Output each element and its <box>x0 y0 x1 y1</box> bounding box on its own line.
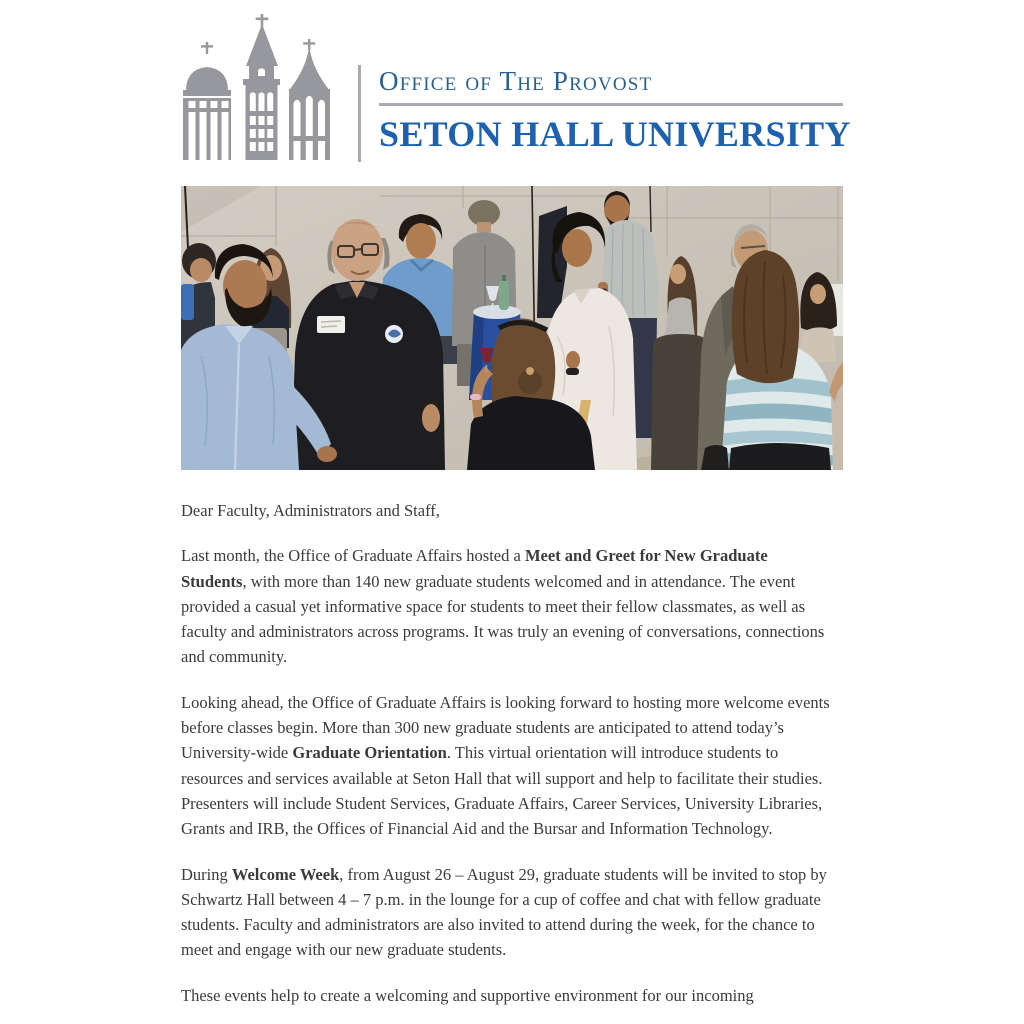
masthead <box>181 14 851 162</box>
body-paragraph: Looking ahead, the Office of Graduate Affairs is looking forward to hosting more welcome events before classes begin. More than 300 new graduate students are anticipated to attend today’s University-wide Graduate Orientation. This virtual orientation will introduce students to resources and services available at Seton Hall that will support and help to facilitate their studies. Presenters will include Student Services, Graduate Affairs, Career Services, University Libraries, Grants and IRB, the Offices of Financial Aid and the Bursar and Information Technology. <box>181 692 830 839</box>
logo-wordmarks <box>379 66 851 154</box>
email-page <box>181 0 851 1008</box>
event-photo <box>181 186 843 470</box>
logo-horizontal-rule <box>379 103 843 106</box>
body-paragraph: Last month, the Office of Graduate Affairs hosted a Meet and Greet for New Graduate Students, with more than 140 new graduate students welcomed and in attendance. The event provided a casual yet informative space for students to meet their fellow classmates, as well as faculty and administrators across programs. It was truly an evening of conversations, connections and community. <box>181 546 825 667</box>
body-paragraph: During Welcome Week, from August 26 – August 29, graduate students will be invited to stop by Schwartz Hall between 4 – 7 p.m. in the lounge for a cup of coffee and chat with fellow graduate students. Faculty and administrators are also invited to attend during the week, for the chance to meet and engage with our new graduate students. <box>181 864 827 960</box>
cathedral-logo-icon <box>181 14 341 160</box>
body-paragraph: Dear Faculty, Administrators and Staff, <box>181 501 440 520</box>
body-paragraph: These events help to create a welcoming and supportive environment for our incoming <box>181 985 754 1005</box>
logo-vertical-divider <box>358 65 361 162</box>
office-of-the-provost-wordmark: Office of The Provost <box>379 66 653 96</box>
email-body-text <box>181 498 833 1008</box>
seton-hall-university-wordmark: SETON HALL UNIVERSITY <box>379 114 851 154</box>
